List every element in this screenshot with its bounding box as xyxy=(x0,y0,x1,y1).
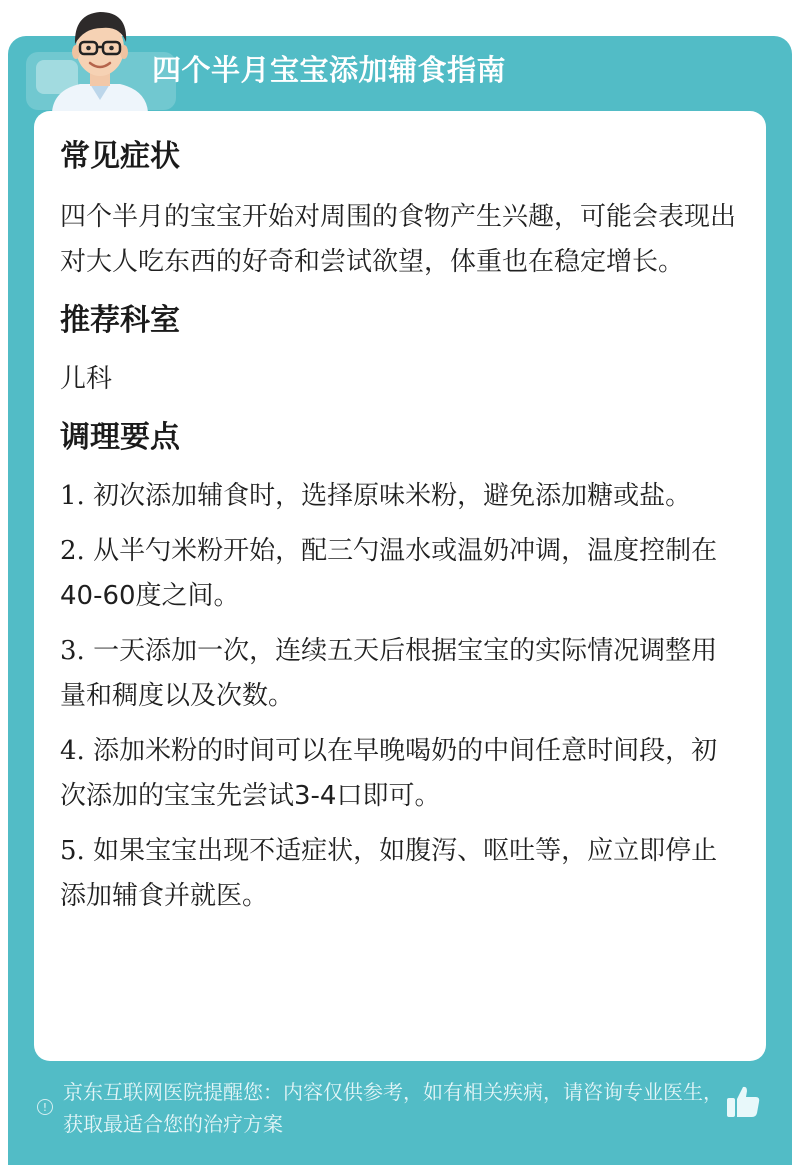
info-icon: ! xyxy=(37,1099,53,1115)
department-text: 儿科 xyxy=(60,364,113,394)
doctor-avatar xyxy=(40,0,160,112)
tip-text: 添加米粉的时间可以在早晚喝奶的中间任意时间段，初次添加的宝宝先尝试3-4口即可。 xyxy=(60,736,718,811)
tip-text: 初次添加辅食时，选择原味米粉，避免添加糖或盐。 xyxy=(84,481,692,511)
tip-item xyxy=(60,729,740,819)
tip-number: 4. xyxy=(60,736,85,766)
symptoms-heading: 常见症状 xyxy=(60,139,180,174)
tip-item xyxy=(60,529,740,619)
content-body xyxy=(60,135,740,919)
department-heading: 推荐科室 xyxy=(60,303,180,338)
page-title: 四个半月宝宝添加辅食指南 xyxy=(152,53,507,87)
tips-heading: 调理要点 xyxy=(60,420,180,455)
tip-text: 从半勺米粉开始，配三勺温水或温奶冲调，温度控制在40-60度之间。 xyxy=(60,536,718,611)
thumbs-up-icon[interactable] xyxy=(724,1082,762,1120)
tip-item xyxy=(60,474,740,519)
footer-disclaimer: 京东互联网医院提醒您：内容仅供参考，如有相关疾病，请咨询专业医生，获取最适合您的治疗方案 xyxy=(63,1080,723,1136)
tip-item xyxy=(60,629,740,719)
tip-text: 一天添加一次，连续五天后根据宝宝的实际情况调整用量和稠度以及次数。 xyxy=(60,636,718,711)
symptoms-text: 四个半月的宝宝开始对周围的食物产生兴趣，可能会表现出对大人吃东西的好奇和尝试欲望，体重也在稳定增长。 xyxy=(60,202,737,277)
content-card xyxy=(34,111,766,1061)
tip-number: 3. xyxy=(60,636,85,666)
tip-number: 2. xyxy=(60,536,85,566)
tip-item xyxy=(60,829,740,919)
tip-number: 1. xyxy=(60,481,85,511)
tip-text: 如果宝宝出现不适症状，如腹泻、呕吐等，应立即停止添加辅食并就医。 xyxy=(60,836,718,911)
tip-number: 5. xyxy=(60,836,85,866)
